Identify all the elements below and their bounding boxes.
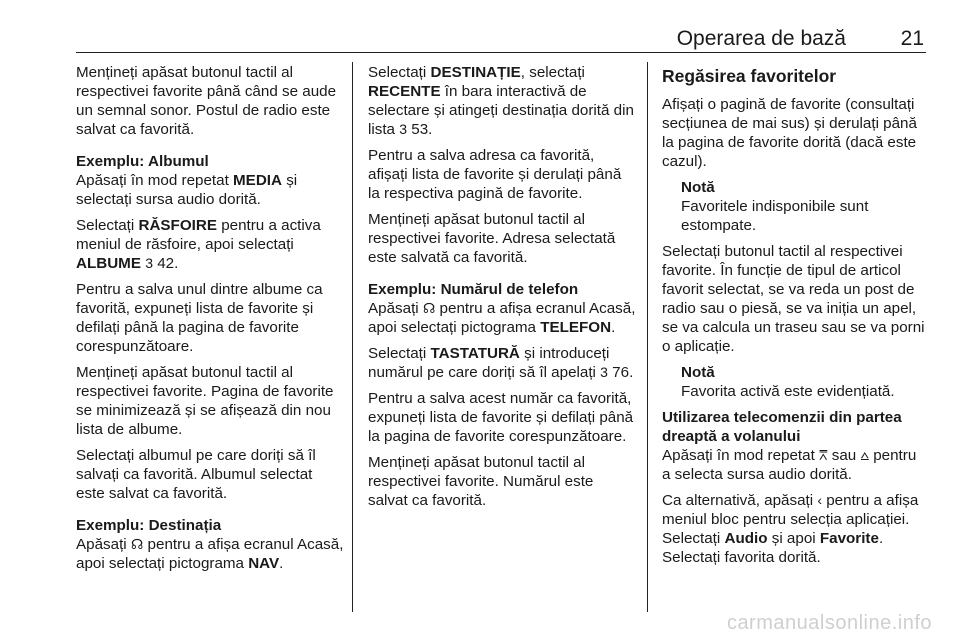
paragraph: Selectați TASTATURĂ și introduceți numărul pe care doriți să îl apelați 3 76. [368, 345, 634, 381]
paragraph: Selectați RĂSFOIRE pentru a activa meniul de răsfoire, apoi selectați ALBUME 3 42. [76, 217, 321, 272]
down-arrow-icon: ⩟ [860, 447, 869, 463]
paragraph: Pentru a salva acest număr ca favorită, expuneți lista de favorite și defilați până la pagina de favorite corespunzătoare. [368, 390, 634, 445]
column-2 [368, 63, 636, 517]
column-3 [662, 63, 928, 574]
page-ref-icon: 3 [399, 121, 408, 137]
paragraph: Apăsați în mod repetat ⩞ sau ⩟ pentru a selecta sursa audio dorită. [662, 447, 917, 483]
column-divider [647, 62, 648, 612]
page-title: Operarea de bază [676, 27, 846, 50]
up-arrow-icon: ⩞ [819, 447, 828, 463]
section-heading: Exemplu: Numărul de telefon [368, 281, 579, 298]
paragraph: Mențineți apăsat butonul tactil al respectivei favorite. Adresa selectată este salvată ca favorită. [368, 211, 616, 266]
note-title: Notă [681, 364, 715, 381]
note-title: Notă [681, 179, 715, 196]
page-number: 21 [900, 27, 924, 50]
home-icon: ☊ [422, 300, 436, 316]
section-heading: Utilizarea telecomenzii din partea dreaptă a volanului [662, 409, 902, 445]
paragraph: Ca alternativă, apăsați ‹ pentru a afișa meniul bloc pentru selecția aplicației. Selectați Audio și apoi Favorite. Selectați favorita dorită. [662, 492, 919, 566]
note-text: Favoritele indisponibile sunt estompate. [681, 198, 869, 234]
section-title: Regăsirea favoritelor [662, 66, 837, 86]
watermark: carmanualsonline.info [726, 612, 932, 634]
column-1 [76, 63, 344, 580]
paragraph: Afișați o pagină de favorite (consultați secțiunea de mai sus) și derulați până la pagina de favorite dorită (dacă este cazul). [662, 96, 917, 170]
paragraph: Selectați albumul pe care doriți să îl salvați ca favorită. Albumul selectat este salvat ca favorită. [76, 447, 316, 502]
left-arrow-icon: ‹ [817, 492, 823, 508]
page-ref-icon: 3 [600, 364, 608, 380]
home-icon: ☊ [130, 536, 144, 552]
page-ref-icon: 3 [145, 255, 153, 271]
paragraph: Pentru a salva adresa ca favorită, afișați lista de favorite și derulați până la respectiva pagină de favorite. [368, 147, 622, 202]
paragraph: Mențineți apăsat butonul tactil al respectivei favorite până când se aude un semnal sonor. Postul de radio este salvat ca favorită. [76, 64, 337, 138]
paragraph: Apăsați în mod repetat MEDIA și selectați sursa audio dorită. [76, 172, 298, 208]
paragraph: Apăsați ☊ pentru a afișa ecranul Acasă, apoi selectați pictograma TELEFON. [368, 300, 636, 336]
column-divider [352, 62, 353, 612]
note-box [662, 178, 928, 235]
section-heading: Exemplu: Albumul [76, 153, 209, 170]
note-box [662, 363, 928, 401]
page-header [76, 26, 926, 53]
paragraph: Selectați DESTINAȚIE, selectați RECENTE în bara interactivă de selectare și atingeți destinația dorită din lista 3 53. [368, 64, 634, 138]
paragraph: Pentru a salva unul dintre albume ca favorită, expuneți lista de favorite și defilați până la pagina de favorite corespunzătoare. [76, 281, 323, 355]
paragraph: Mențineți apăsat butonul tactil al respectivei favorite. Numărul este salvat ca favorită. [368, 454, 594, 509]
paragraph: Apăsați ☊ pentru a afișa ecranul Acasă, apoi selectați pictograma NAV. [76, 536, 344, 572]
paragraph: Selectați butonul tactil al respectivei favorite. În funcție de tipul de articol favorit selectat, se va reda un post de radio sau o piesă, se va iniția un apel, se va calcula un traseu sau se va porni o aplicație. [662, 243, 925, 355]
paragraph: Mențineți apăsat butonul tactil al respectivei favorite. Pagina de favorite se minimizează și se afișează din nou lista de albume. [76, 364, 334, 438]
note-text: Favorita activă este evidențiată. [681, 383, 895, 400]
section-heading: Exemplu: Destinația [76, 517, 222, 534]
